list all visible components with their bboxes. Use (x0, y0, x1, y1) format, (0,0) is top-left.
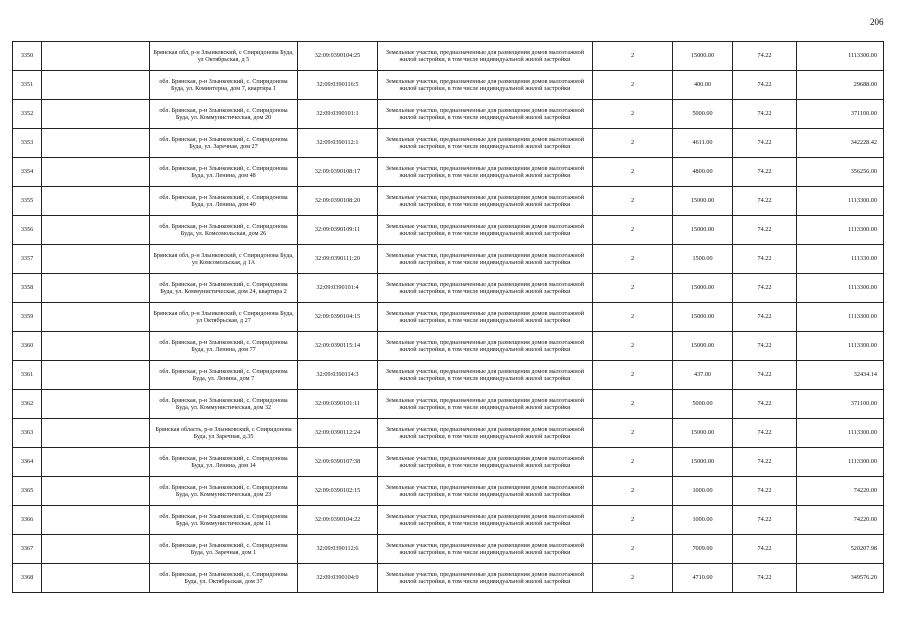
cost-cell: 1113300.00 (797, 216, 884, 245)
cadastral-number-cell: 32:09:0390112:24 (298, 419, 378, 448)
land-use-cell: Земельные участки, предназначенные для размещения домов малоэтажной жилой застройки, в том числе индивидуальной жилой застройки (378, 419, 593, 448)
cadastral-number-cell: 32:09:0390107:38 (298, 448, 378, 477)
row-number-cell: 3359 (13, 303, 42, 332)
area-cell: 4800.00 (673, 158, 733, 187)
cadastral-number-cell: 32:09:0390102:15 (298, 477, 378, 506)
land-use-cell: Земельные участки, предназначенные для размещения домов малоэтажной жилой застройки, в том числе индивидуальной жилой застройки (378, 274, 593, 303)
table-row (13, 245, 884, 274)
land-plots-table (12, 41, 884, 593)
area-cell: 15000.00 (673, 448, 733, 477)
row-number-cell: 3353 (13, 129, 42, 158)
cadastral-number-cell: 32:09:0390104:9 (298, 564, 378, 593)
row-number-cell: 3356 (13, 216, 42, 245)
category-cell: 2 (593, 506, 673, 535)
land-use-cell: Земельные участки, предназначенные для размещения домов малоэтажной жилой застройки, в том числе индивидуальной жилой застройки (378, 129, 593, 158)
cadastral-number-cell: 32:09:0390104:22 (298, 506, 378, 535)
cadastral-number-cell: 32:09:0390104:15 (298, 303, 378, 332)
row-number-cell: 3350 (13, 42, 42, 71)
cost-cell: 520207.98 (797, 535, 884, 564)
rate-cell: 74.22 (733, 42, 797, 71)
area-cell: 15000.00 (673, 216, 733, 245)
spacer-cell (42, 535, 150, 564)
spacer-cell (42, 129, 150, 158)
spacer-cell (42, 361, 150, 390)
land-use-cell: Земельные участки, предназначенные для размещения домов малоэтажной жилой застройки, в том числе индивидуальной жилой застройки (378, 390, 593, 419)
table-row (13, 564, 884, 593)
row-number-cell: 3364 (13, 448, 42, 477)
cadastral-number-cell: 32:09:0390108:17 (298, 158, 378, 187)
area-cell: 437.00 (673, 361, 733, 390)
rate-cell: 74.22 (733, 361, 797, 390)
address-cell: Брянская область, р-н Злынковский, с Спиридонова Буда, ул Заречная, д.35 (150, 419, 298, 448)
address-cell: обл. Брянская, р-н Злынковский, с. Спиридонова Буда, ул. Заречная, дом 27 (150, 129, 298, 158)
row-number-cell: 3362 (13, 390, 42, 419)
area-cell: 1500.00 (673, 245, 733, 274)
spacer-cell (42, 303, 150, 332)
address-cell: обл. Брянская, р-н Злынковский, с. Спиридонова Буда, ул. Ленина, дом 77 (150, 332, 298, 361)
cadastral-number-cell: 32:09:0390109:11 (298, 216, 378, 245)
cadastral-number-cell: 32:09:0390116:5 (298, 71, 378, 100)
category-cell: 2 (593, 129, 673, 158)
rate-cell: 74.22 (733, 535, 797, 564)
area-cell: 5000.00 (673, 100, 733, 129)
area-cell: 1000.00 (673, 477, 733, 506)
land-use-cell: Земельные участки, предназначенные для размещения домов малоэтажной жилой застройки, в том числе индивидуальной жилой застройки (378, 42, 593, 71)
category-cell: 2 (593, 535, 673, 564)
address-cell: обл. Брянская, р-н Злынковский, с. Спиридонова Буда, ул. Коминтерна, дом 7, квартира 1 (150, 71, 298, 100)
cadastral-number-cell: 32:09:0390115:14 (298, 332, 378, 361)
area-cell: 15000.00 (673, 332, 733, 361)
rate-cell: 74.22 (733, 390, 797, 419)
address-cell: Брянская обл, р-н Злынковский, с Спиридонова Буда, ул Октябрьская, д 27 (150, 303, 298, 332)
row-number-cell: 3351 (13, 71, 42, 100)
row-number-cell: 3366 (13, 506, 42, 535)
rate-cell: 74.22 (733, 448, 797, 477)
spacer-cell (42, 419, 150, 448)
category-cell: 2 (593, 303, 673, 332)
address-cell: обл. Брянская, р-н Злынковский, с. Спиридонова Буда, ул. Коммунистическая, дом 23 (150, 477, 298, 506)
cost-cell: 1113300.00 (797, 42, 884, 71)
spacer-cell (42, 448, 150, 477)
cost-cell: 1113300.00 (797, 303, 884, 332)
table-row (13, 303, 884, 332)
cadastral-number-cell: 32:09:0390101:4 (298, 274, 378, 303)
rate-cell: 74.22 (733, 506, 797, 535)
area-cell: 4710.00 (673, 564, 733, 593)
land-use-cell: Земельные участки, предназначенные для размещения домов малоэтажной жилой застройки, в том числе индивидуальной жилой застройки (378, 448, 593, 477)
area-cell: 15000.00 (673, 42, 733, 71)
land-use-cell: Земельные участки, предназначенные для размещения домов малоэтажной жилой застройки, в том числе индивидуальной жилой застройки (378, 100, 593, 129)
table-row (13, 158, 884, 187)
area-cell: 15000.00 (673, 419, 733, 448)
cadastral-number-cell: 32:09:0390104:25 (298, 42, 378, 71)
rate-cell: 74.22 (733, 477, 797, 506)
land-use-cell: Земельные участки, предназначенные для размещения домов малоэтажной жилой застройки, в том числе индивидуальной жилой застройки (378, 332, 593, 361)
table-row (13, 419, 884, 448)
cost-cell: 349576.20 (797, 564, 884, 593)
rate-cell: 74.22 (733, 303, 797, 332)
cost-cell: 74220.00 (797, 506, 884, 535)
rate-cell: 74.22 (733, 187, 797, 216)
cost-cell: 342228.42 (797, 129, 884, 158)
rate-cell: 74.22 (733, 419, 797, 448)
spacer-cell (42, 245, 150, 274)
land-use-cell: Земельные участки, предназначенные для размещения домов малоэтажной жилой застройки, в том числе индивидуальной жилой застройки (378, 71, 593, 100)
land-use-cell: Земельные участки, предназначенные для размещения домов малоэтажной жилой застройки, в том числе индивидуальной жилой застройки (378, 506, 593, 535)
spacer-cell (42, 564, 150, 593)
category-cell: 2 (593, 245, 673, 274)
rate-cell: 74.22 (733, 100, 797, 129)
spacer-cell (42, 332, 150, 361)
address-cell: обл. Брянская, р-н Злынковский, с. Спиридонова Буда, ул. Коммунистическая, дом 24, квартира 2 (150, 274, 298, 303)
table-row (13, 129, 884, 158)
address-cell: обл. Брянская, р-н Злынковский, с. Спиридонова Буда, ул. Ленина, дом 7 (150, 361, 298, 390)
category-cell: 2 (593, 361, 673, 390)
page-number: 206 (870, 17, 884, 27)
land-use-cell: Земельные участки, предназначенные для размещения домов малоэтажной жилой застройки, в том числе индивидуальной жилой застройки (378, 303, 593, 332)
row-number-cell: 3355 (13, 187, 42, 216)
cost-cell: 356256.00 (797, 158, 884, 187)
land-use-cell: Земельные участки, предназначенные для размещения домов малоэтажной жилой застройки, в том числе индивидуальной жилой застройки (378, 158, 593, 187)
cost-cell: 111330.00 (797, 245, 884, 274)
address-cell: Брянская обл, р-н Злынковский, с Спиридонова Буда, ул Октябрьская, д 5 (150, 42, 298, 71)
category-cell: 2 (593, 187, 673, 216)
address-cell: обл. Брянская, р-н Злынковский, с. Спиридонова Буда, ул. Ленина, дом 40 (150, 187, 298, 216)
cost-cell: 1113300.00 (797, 332, 884, 361)
land-use-cell: Земельные участки, предназначенные для размещения домов малоэтажной жилой застройки, в том числе индивидуальной жилой застройки (378, 187, 593, 216)
spacer-cell (42, 158, 150, 187)
category-cell: 2 (593, 564, 673, 593)
row-number-cell: 3361 (13, 361, 42, 390)
area-cell: 15000.00 (673, 187, 733, 216)
category-cell: 2 (593, 71, 673, 100)
table-row (13, 361, 884, 390)
cost-cell: 1113300.00 (797, 187, 884, 216)
cost-cell: 371100.00 (797, 390, 884, 419)
rate-cell: 74.22 (733, 274, 797, 303)
table-row (13, 42, 884, 71)
cadastral-number-cell: 32:09:0390108:20 (298, 187, 378, 216)
spacer-cell (42, 42, 150, 71)
category-cell: 2 (593, 100, 673, 129)
category-cell: 2 (593, 419, 673, 448)
row-number-cell: 3360 (13, 332, 42, 361)
area-cell: 5000.00 (673, 390, 733, 419)
cadastral-number-cell: 32:09:0390111:20 (298, 245, 378, 274)
table-row (13, 71, 884, 100)
cadastral-number-cell: 32:09:0390101:1 (298, 100, 378, 129)
address-cell: обл. Брянская, р-н Злынковский, с. Спиридонова Буда, ул. Коммунистическая, дом 11 (150, 506, 298, 535)
table-body (13, 42, 884, 593)
cadastral-number-cell: 32:09:0390114:3 (298, 361, 378, 390)
row-number-cell: 3363 (13, 419, 42, 448)
spacer-cell (42, 477, 150, 506)
spacer-cell (42, 187, 150, 216)
category-cell: 2 (593, 216, 673, 245)
address-cell: обл. Брянская, р-н Злынковский, с. Спиридонова Буда, ул. Ленина, дом 14 (150, 448, 298, 477)
address-cell: обл. Брянская, р-н Злынковский, с. Спиридонова Буда, ул. Коммунистическая, дом 20 (150, 100, 298, 129)
land-use-cell: Земельные участки, предназначенные для размещения домов малоэтажной жилой застройки, в том числе индивидуальной жилой застройки (378, 477, 593, 506)
cadastral-number-cell: 32:09:0390101:11 (298, 390, 378, 419)
cadastral-number-cell: 32:09:0390112:1 (298, 129, 378, 158)
row-number-cell: 3354 (13, 158, 42, 187)
area-cell: 15000.00 (673, 274, 733, 303)
address-cell: Брянская обл, р-н Злынковский, с Спиридонова Буда, ул Комсомольская, д 1А (150, 245, 298, 274)
rate-cell: 74.22 (733, 245, 797, 274)
table-row (13, 216, 884, 245)
table-row (13, 332, 884, 361)
rate-cell: 74.22 (733, 332, 797, 361)
row-number-cell: 3357 (13, 245, 42, 274)
address-cell: обл. Брянская, р-н Злынковский, с. Спиридонова Буда, ул. Заречная, дом 1 (150, 535, 298, 564)
rate-cell: 74.22 (733, 158, 797, 187)
row-number-cell: 3365 (13, 477, 42, 506)
area-cell: 1000.00 (673, 506, 733, 535)
category-cell: 2 (593, 42, 673, 71)
row-number-cell: 3352 (13, 100, 42, 129)
cost-cell: 74220.00 (797, 477, 884, 506)
table-row (13, 274, 884, 303)
area-cell: 400.00 (673, 71, 733, 100)
category-cell: 2 (593, 158, 673, 187)
row-number-cell: 3367 (13, 535, 42, 564)
table-row (13, 390, 884, 419)
cost-cell: 29688.00 (797, 71, 884, 100)
address-cell: обл. Брянская, р-н Злынковский, с. Спиридонова Буда, ул. Коммунистическая, дом 32 (150, 390, 298, 419)
address-cell: обл. Брянская, р-н Злынковский, с. Спиридонова Буда, ул. Октябрьская, дом 37 (150, 564, 298, 593)
spacer-cell (42, 274, 150, 303)
land-use-cell: Земельные участки, предназначенные для размещения домов малоэтажной жилой застройки, в том числе индивидуальной жилой застройки (378, 361, 593, 390)
row-number-cell: 3358 (13, 274, 42, 303)
rate-cell: 74.22 (733, 71, 797, 100)
area-cell: 15000.00 (673, 303, 733, 332)
category-cell: 2 (593, 477, 673, 506)
spacer-cell (42, 71, 150, 100)
table-row (13, 477, 884, 506)
spacer-cell (42, 506, 150, 535)
cadastral-number-cell: 32:09:0390112:6 (298, 535, 378, 564)
spacer-cell (42, 100, 150, 129)
rate-cell: 74.22 (733, 129, 797, 158)
row-number-cell: 3368 (13, 564, 42, 593)
table-row (13, 100, 884, 129)
category-cell: 2 (593, 274, 673, 303)
land-use-cell: Земельные участки, предназначенные для размещения домов малоэтажной жилой застройки, в том числе индивидуальной жилой застройки (378, 535, 593, 564)
category-cell: 2 (593, 448, 673, 477)
category-cell: 2 (593, 390, 673, 419)
address-cell: обл. Брянская, р-н Злынковский, с. Спиридонова Буда, ул. Ленина, дом 48 (150, 158, 298, 187)
table-row (13, 448, 884, 477)
address-cell: обл. Брянская, р-н Злынковский, с. Спиридонова Буда, ул. Комсомольская, дом 26 (150, 216, 298, 245)
category-cell: 2 (593, 332, 673, 361)
rate-cell: 74.22 (733, 216, 797, 245)
area-cell: 4611.00 (673, 129, 733, 158)
table-row (13, 506, 884, 535)
land-use-cell: Земельные участки, предназначенные для размещения домов малоэтажной жилой застройки, в том числе индивидуальной жилой застройки (378, 216, 593, 245)
spacer-cell (42, 216, 150, 245)
spacer-cell (42, 390, 150, 419)
rate-cell: 74.22 (733, 564, 797, 593)
table-row (13, 187, 884, 216)
table-row (13, 535, 884, 564)
cost-cell: 371100.00 (797, 100, 884, 129)
cost-cell: 1113300.00 (797, 448, 884, 477)
area-cell: 7009.00 (673, 535, 733, 564)
cost-cell: 32434.14 (797, 361, 884, 390)
cost-cell: 1113300.00 (797, 274, 884, 303)
land-use-cell: Земельные участки, предназначенные для размещения домов малоэтажной жилой застройки, в том числе индивидуальной жилой застройки (378, 564, 593, 593)
cost-cell: 1113300.00 (797, 419, 884, 448)
land-use-cell: Земельные участки, предназначенные для размещения домов малоэтажной жилой застройки, в том числе индивидуальной жилой застройки (378, 245, 593, 274)
